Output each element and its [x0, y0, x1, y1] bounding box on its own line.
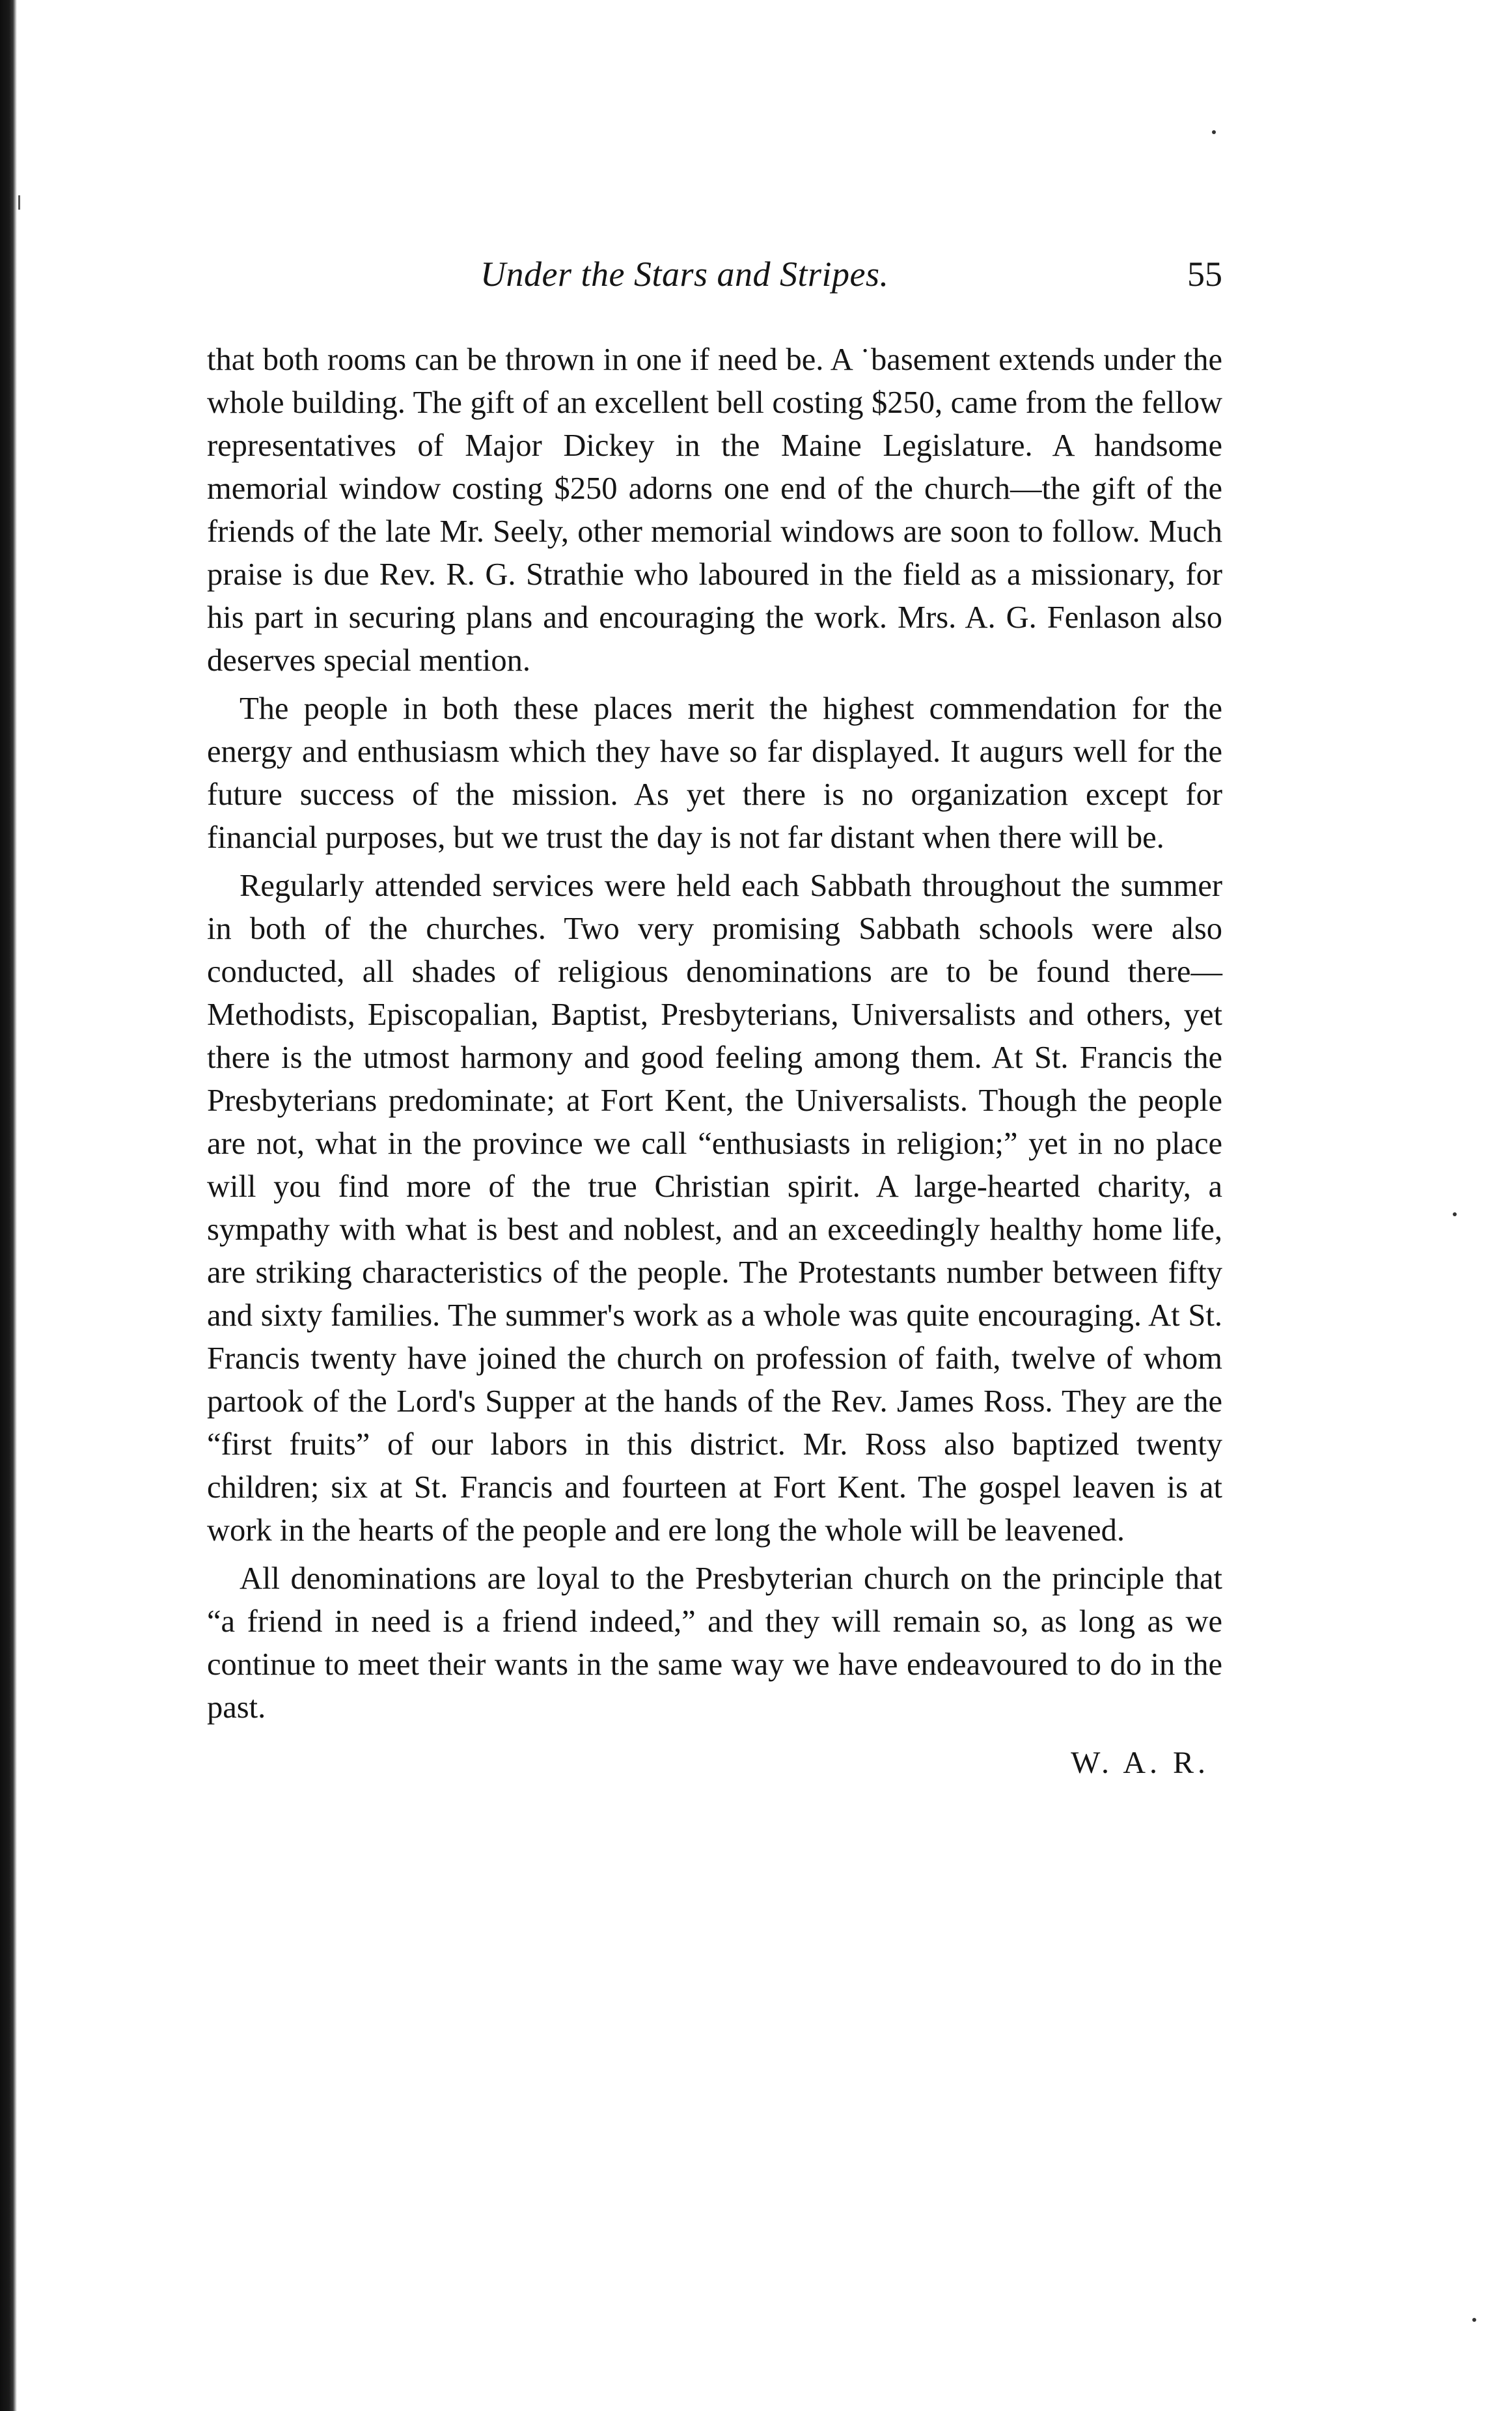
paragraph-continued: that both rooms can be thrown in one if need be. A ˙basement extends under the whole building. The gift of an excellent bell costing $250, came from the fellow representatives of Major Dickey in the Maine Legislature. A handsome memorial window costing $250 adorns one end of the church—the gift of the friends of the late Mr. Seely, other memorial windows are soon to follow. Much praise is due Rev. R. G. Strathie who laboured in the field as a missionary, for his part in securing plans and encouraging the work. Mrs. A. G. Fenlason also deserves special mention.: [207, 342, 1222, 678]
binding-speck: [18, 195, 20, 210]
book-page: [207, 254, 1222, 1781]
running-head: [207, 254, 1222, 313]
author-signature: W. A. R.: [1071, 1746, 1209, 1780]
body-text: [207, 339, 1222, 1729]
paragraph: All denominations are loyal to the Presbyterian church on the principle that “a friend in need is a friend indeed,” and they will remain so, as long as we continue to meet their wants in the same way we have endeavoured to do in the past.: [207, 1561, 1222, 1725]
margin-speck: [1453, 1212, 1457, 1216]
running-title: Under the Stars and Stripes.: [480, 255, 889, 294]
paragraph: Regularly attended services were held each Sabbath throughout the summer in both of the churches. Two very promising Sabbath schools were also conducted, all shades of religious denominations are to be found there—Methodists, Episcopalian, Baptist, Presbyterians, Universalists and others, yet there is the utmost harmony and good feeling among them. At St. Francis the Presbyterians predominate; at Fort Kent, the Universalists. Though the people are not, what in the province we call “enthusiasts in religion;” yet in no place will you find more of the true Christian spirit. A large-hearted charity, a sympathy with what is best and noblest, and an exceedingly healthy home life, are striking characteristics of the people. The Protestants number between fifty and sixty families. The summer's work as a whole was quite encouraging. At St. Francis twenty have joined the church on profession of faith, twelve of whom partook of the Lord's Supper at the hands of the Rev. James Ross. They are the “first fruits” of our labors in this district. Mr. Ross also baptized twenty children; six at St. Francis and fourteen at Fort Kent. The gospel leaven is at work in the hearts of the people and ere long the whole will be leavened.: [207, 869, 1222, 1548]
margin-speck: [1472, 2318, 1476, 2322]
paragraph: The people in both these places merit the highest commendation for the energy and enthusiasm which they have so far displayed. It augurs well for the future success of the mission. As yet there is no organization except for financial purposes, but we trust the day is not far distant when there will be.: [207, 691, 1222, 855]
page-number: 55: [1187, 255, 1222, 294]
margin-speck: [1212, 130, 1216, 134]
page-binding-edge: [0, 0, 17, 2411]
